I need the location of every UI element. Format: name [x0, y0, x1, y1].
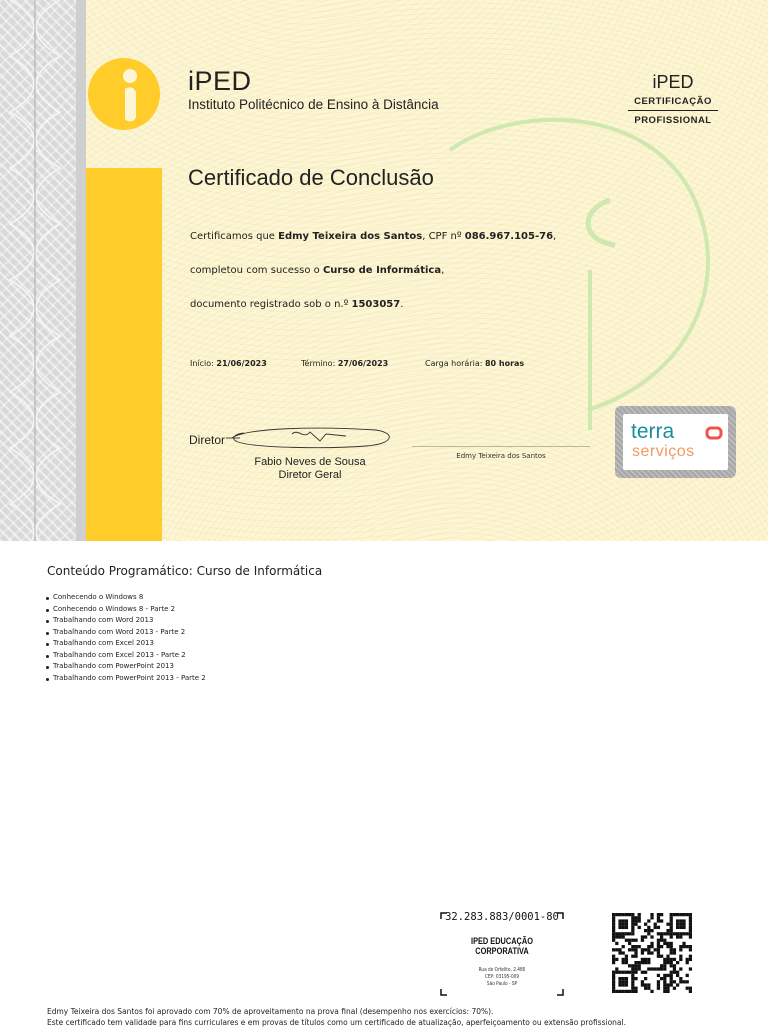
topic-item: Conhecendo o Windows 8 [46, 592, 206, 604]
approval-note: Edmy Teixeira dos Santos foi aprovado com 70% de aproveitamento na prova final (desempenho nos exercícios: 70%). [47, 1007, 494, 1016]
course-name: Curso de Informática [322, 265, 442, 276]
stamp-company-line2: CORPORATIVA [475, 946, 529, 956]
stamp-company-line1: IPED EDUCAÇÃO [471, 936, 533, 946]
terra-logo-panel [623, 414, 728, 470]
program-title: Conteúdo Programático: Curso de Informática [47, 564, 323, 578]
director-block [240, 456, 380, 482]
badge-title: iPED [652, 72, 694, 92]
terra-logo-icon [705, 426, 723, 440]
certify-line [190, 231, 556, 242]
start-date-label: Início: [190, 359, 217, 368]
accent-bar [86, 168, 162, 541]
badge-line2: PROFISSIONAL [634, 115, 712, 126]
certify-suffix: , [553, 231, 557, 242]
topic-item: Trabalhando com PowerPoint 2013 - Parte 2 [46, 673, 206, 685]
stamp-address-line3: São Paulo - SP [486, 981, 518, 987]
terra-wordmark: terra [631, 420, 675, 443]
cpf-label: , CPF nº [422, 231, 465, 242]
end-date [301, 359, 388, 368]
stamp-company [451, 936, 553, 956]
topic-item: Trabalhando com Excel 2013 [46, 638, 206, 650]
course-prefix: completou com sucesso o [190, 265, 323, 276]
background-i-watermark [440, 110, 720, 430]
stamp-address [449, 967, 554, 988]
qr-code-icon [612, 913, 692, 993]
validity-note: Este certificado tem validade para fins curriculares e em provas de títulos como um certificado de atualização, aperfeiçoamento ou extensão profissional. [47, 1018, 626, 1027]
director-name: Fabio Neves de Sousa [254, 456, 366, 468]
registry-line [190, 299, 403, 310]
program-topic-list [46, 592, 206, 684]
director-role: Diretor Geral [278, 469, 342, 481]
director-label: Diretor [189, 433, 226, 447]
registry-number: 1503057 [351, 299, 401, 310]
course-line [190, 265, 444, 276]
student-signature-line [412, 446, 590, 447]
course-suffix: , [441, 265, 445, 276]
director-signature [226, 424, 394, 450]
topic-item: Trabalhando com PowerPoint 2013 [46, 661, 206, 673]
start-date [190, 359, 267, 368]
terra-partner-seal [615, 406, 736, 478]
brand-subtitle: Instituto Politécnico de Ensino à Distância [188, 97, 439, 112]
end-date-label: Término: [301, 359, 338, 368]
certificate-title: Certificado de Conclusão [188, 165, 434, 190]
registry-prefix: documento registrado sob o n.º [190, 299, 352, 310]
stamp-address-line2: CEP: 03195-009 [484, 974, 520, 980]
workload-label: Carga horária: [425, 359, 485, 368]
registry-suffix: . [400, 299, 404, 310]
topic-item: Trabalhando com Word 2013 - Parte 2 [46, 627, 206, 639]
stamp-address-line1: Rua do Orfelito, 2.480 [478, 967, 526, 973]
stamp-cnpj: 32.283.883/0001-80 [445, 911, 559, 923]
certify-prefix: Certificamos que [190, 231, 279, 242]
student-signature-name: Edmy Teixeira dos Santos [456, 452, 546, 460]
workload [425, 359, 524, 368]
cpf-number: 086.967.105-76 [464, 231, 554, 242]
topic-item: Trabalhando com Word 2013 [46, 615, 206, 627]
decorative-border-strip [0, 0, 86, 541]
terra-services: serviços [632, 443, 695, 460]
topic-item: Trabalhando com Excel 2013 - Parte 2 [46, 650, 206, 662]
company-stamp [440, 911, 564, 997]
brand-name: iPED [188, 66, 252, 96]
workload-value: 80 horas [484, 359, 525, 368]
certification-badge [628, 72, 718, 126]
end-date-value: 27/06/2023 [337, 359, 389, 368]
start-date-value: 21/06/2023 [216, 359, 267, 368]
student-name: Edmy Teixeira dos Santos [278, 231, 423, 242]
iped-logo-icon [88, 56, 162, 132]
topic-item: Conhecendo o Windows 8 - Parte 2 [46, 604, 206, 616]
badge-line1: CERTIFICAÇÃO [628, 93, 718, 111]
